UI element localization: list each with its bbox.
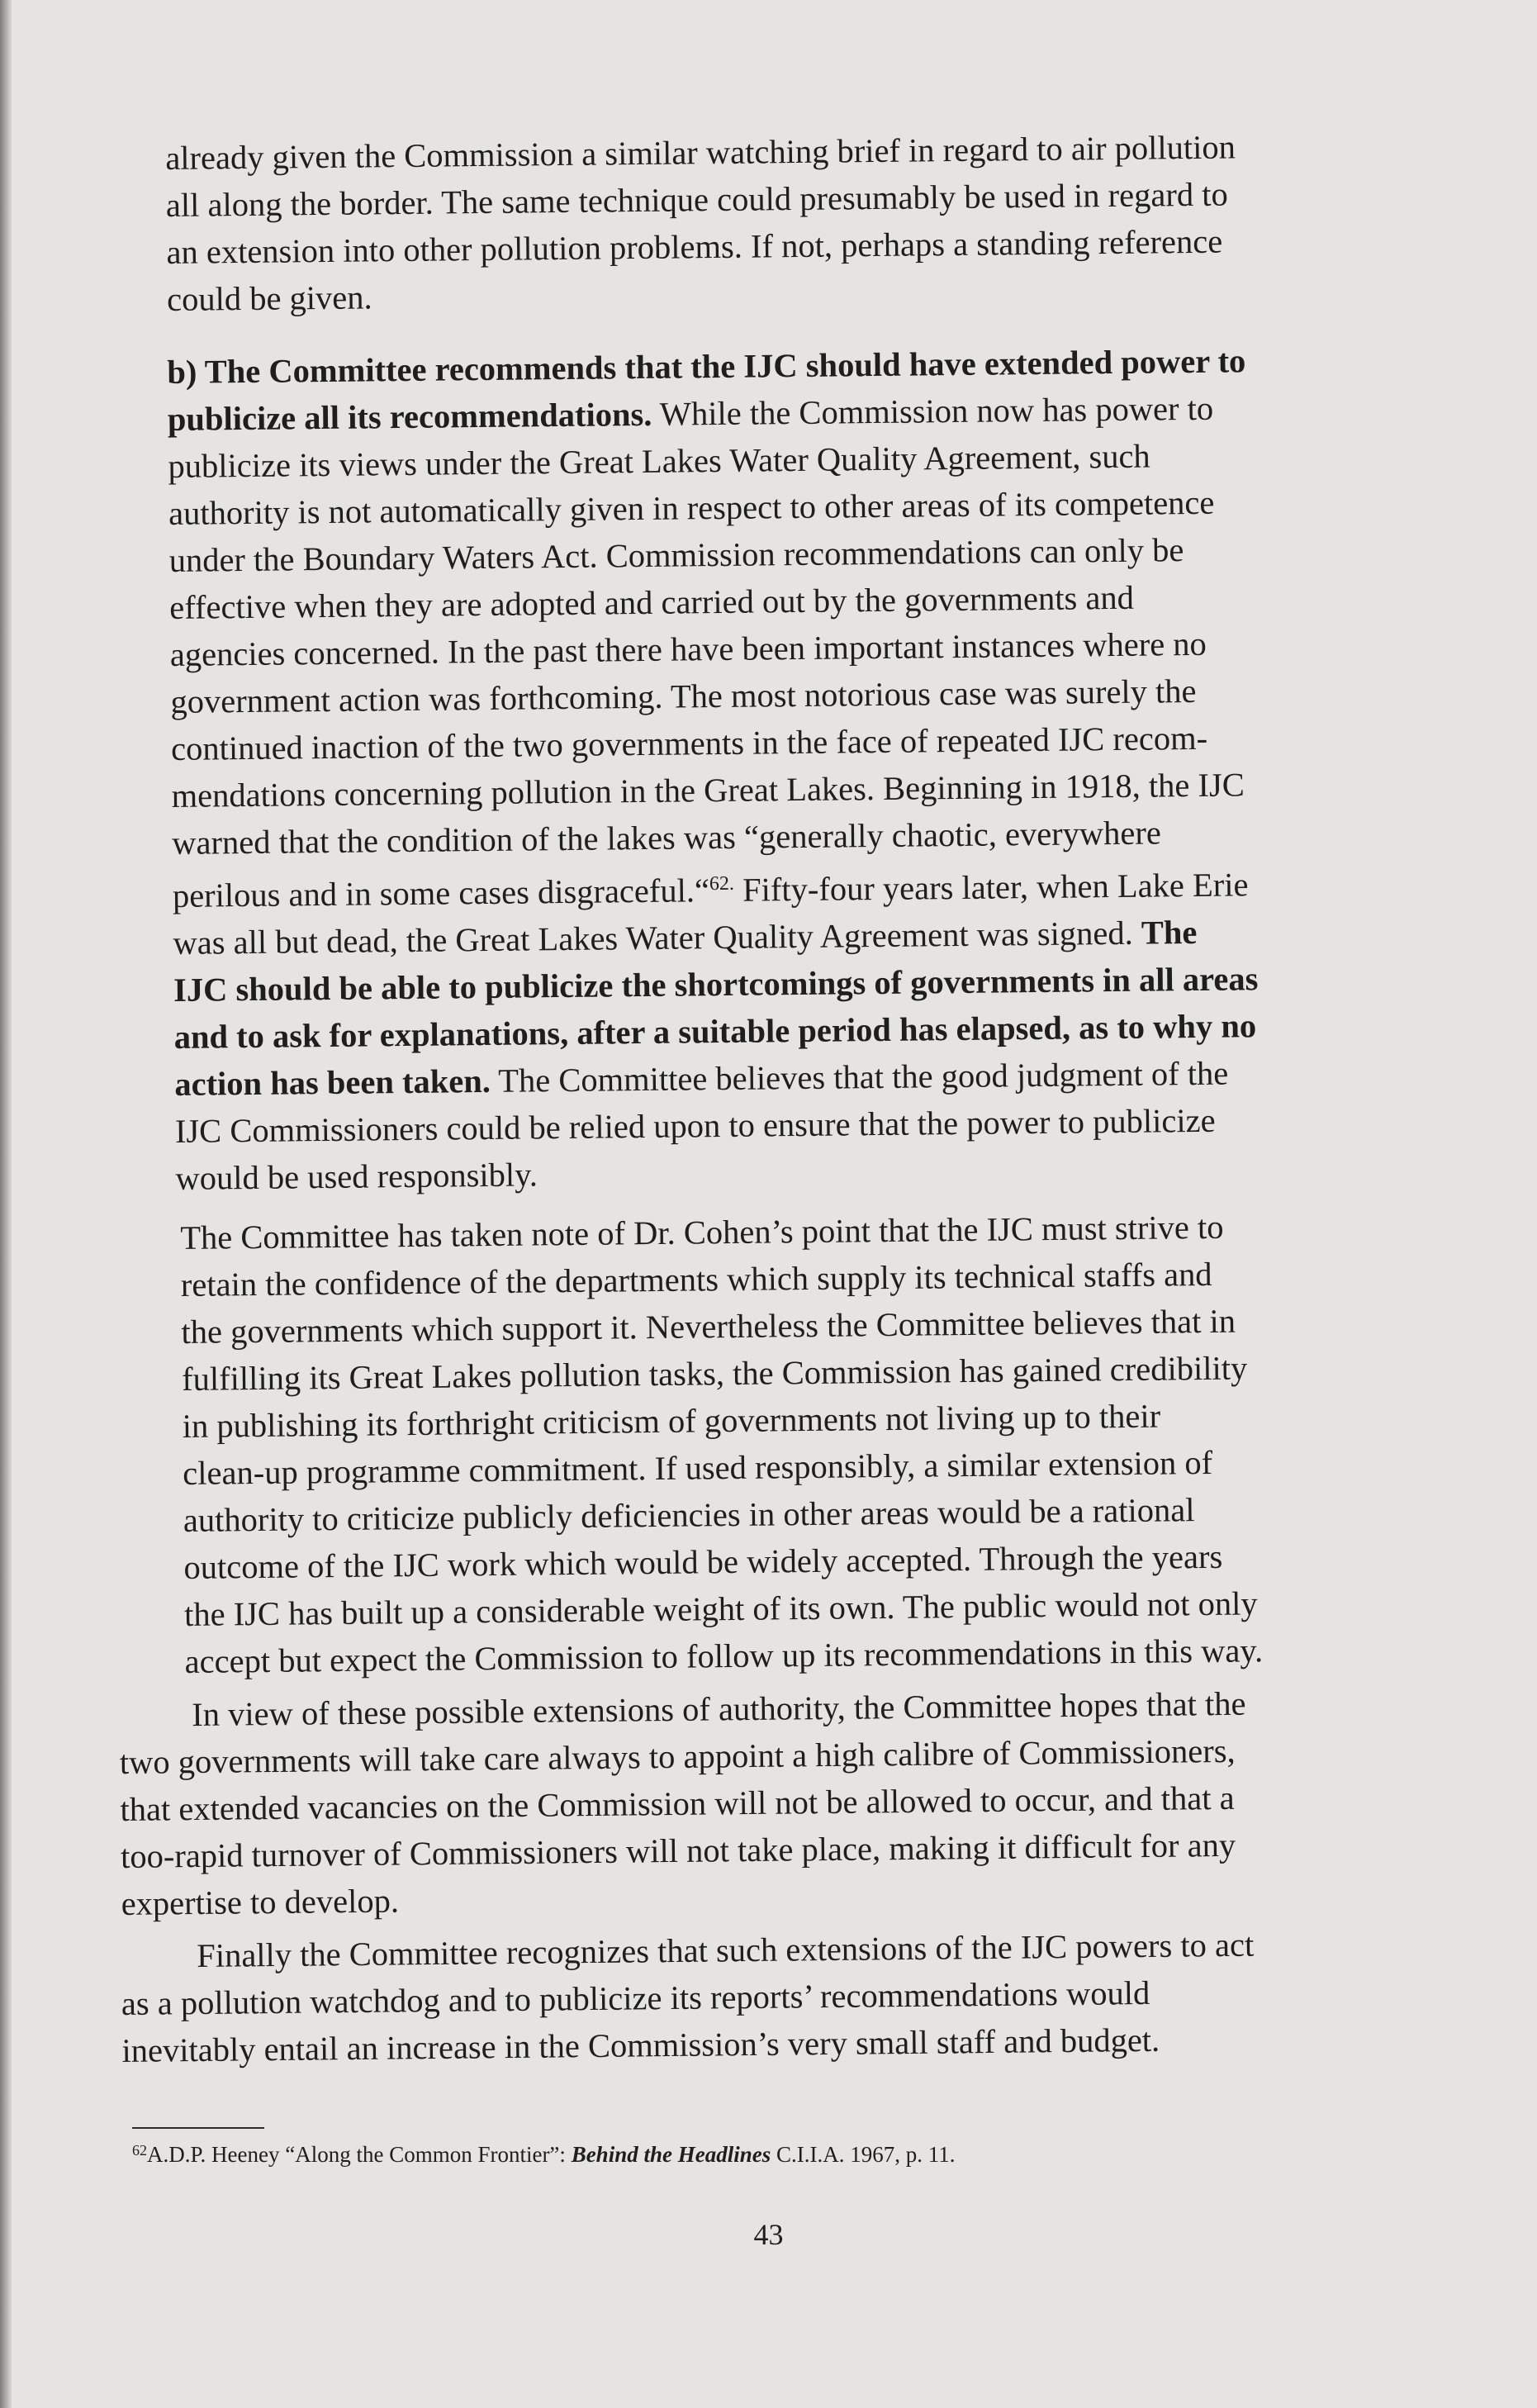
recommendation-bold: publicize all its recommendations. — [167, 395, 652, 438]
footnote-number: 62 — [132, 2142, 147, 2159]
footnote-text: C.I.I.A. 1967, p. 11. — [771, 2142, 956, 2167]
text-line: Finally the Committee recognizes that such extensions of the IJC powers to act — [197, 1926, 1255, 1975]
footnote-text: A.D.P. Heeney “Along the Common Frontier”: — [147, 2142, 572, 2167]
text-run: was all but dead, the Great Lakes Water Quality Agreement was signed. — [173, 914, 1142, 962]
text-line: that extended vacancies on the Commission will not be allowed to occur, and that a — [120, 1779, 1235, 1828]
recommendation-bold: and to ask for explanations, after a suitable period has elapsed, as to why no — [173, 1007, 1257, 1056]
text-line: accept but expect the Commission to follow up its recommendations in this way. — [184, 1631, 1264, 1680]
footnote — [132, 2135, 955, 2169]
text-line: authority to criticize publicly deficiencies in other areas would be a rational — [183, 1491, 1195, 1539]
text-line: mendations concerning pollution in the Great Lakes. Beginning in 1918, the IJC — [171, 766, 1245, 815]
text-line: The Committee has taken note of Dr. Cohen’s point that the IJC must strive to — [180, 1208, 1224, 1256]
text-line: could be given. — [166, 278, 372, 318]
text-line: an extension into other pollution problems. If not, perhaps a standing reference — [166, 222, 1223, 271]
text-line: effective when they are adopted and carried out by the governments and — [169, 578, 1135, 626]
recommendation-bold: b) The Committee recommends that the IJC should have extended power to — [167, 342, 1246, 391]
text-run: The Committee believes that the good judgment of the — [490, 1054, 1229, 1100]
paragraph-c — [180, 1201, 1416, 1685]
text-line: IJC Commissioners could be relied upon to ensure that the power to publicize — [174, 1101, 1216, 1150]
text-line: outcome of the IJC work which would be widely accepted. Through the years — [183, 1537, 1223, 1586]
page-number: 43 — [753, 2218, 784, 2251]
text-line: publicize its views under the Great Lakes Water Quality Agreement, such — [168, 437, 1150, 485]
text-line: all along the border. The same technique could presumably be used in regard to — [165, 175, 1228, 224]
text-line: government action was forthcoming. The most notorious case was surely the — [170, 672, 1197, 720]
text-run: While the Commission now has power to — [652, 389, 1214, 433]
paragraph-d — [119, 1679, 1421, 1927]
text-line: retain the confidence of the departments which supply its technical staffs and — [180, 1255, 1212, 1304]
recommendation-bold: action has been taken. — [174, 1062, 491, 1103]
recommendation-bold: IJC should be able to publicize the shortcomings of governments in all areas — [173, 960, 1259, 1009]
footnote-reference: 62. — [709, 872, 735, 895]
text-line: too-rapid turnover of Commissioners will not take place, making it difficult for any — [120, 1826, 1236, 1875]
text-line: the IJC has built up a considerable weight of its own. The public would not only — [183, 1584, 1258, 1633]
text-line: two governments will take care always to appoint a high calibre of Commissioners, — [119, 1731, 1236, 1781]
text-line: inevitably entail an increase in the Commission’s very small staff and budget. — [121, 2021, 1160, 2069]
text-line: as a pollution watchdog and to publicize its reports’ recommendations would — [121, 1973, 1150, 2022]
text-line: In view of these possible extensions of authority, the Committee hopes that the — [192, 1684, 1246, 1734]
text-line: in publishing its forthright criticism of governments not living up to their — [182, 1397, 1161, 1445]
text-line: warned that the condition of the lakes was “generally chaotic, everywhere — [172, 814, 1162, 862]
footnote-title: Behind the Headlines — [571, 2142, 771, 2167]
text-line: agencies concerned. In the past there have been important instances where no — [169, 625, 1207, 673]
text-line: authority is not automatically given in respect to other areas of its competence — [168, 483, 1215, 532]
text-line: under the Boundary Waters Act. Commission recommendations can only be — [168, 531, 1184, 579]
paragraph-a — [165, 121, 1396, 323]
text-run: perilous and in some cases disgraceful.“ — [172, 872, 710, 914]
text-line: continued inaction of the two governments in the face of repeated IJC recom- — [170, 719, 1208, 767]
recommendation-bold: The — [1141, 913, 1198, 952]
text-line: clean-up programme commitment. If used responsibly, a similar extension of — [183, 1443, 1213, 1492]
text-line: the governments which support it. Nevertheless the Committee believes that in — [181, 1302, 1236, 1351]
text-line: would be used responsibly. — [175, 1156, 538, 1197]
text-run: Fifty-four years later, when Lake Erie — [733, 866, 1249, 909]
text-line: expertise to develop. — [121, 1882, 400, 1922]
text-line: fulfilling its Great Lakes pollution tasks, the Commission has gained credibility — [181, 1349, 1248, 1398]
text-line: already given the Commission a similar watching brief in regard to air pollution — [165, 128, 1236, 177]
paragraph-b — [167, 335, 1405, 1202]
paragraph-e — [121, 1920, 1422, 2074]
footnote-rule — [132, 2127, 264, 2129]
